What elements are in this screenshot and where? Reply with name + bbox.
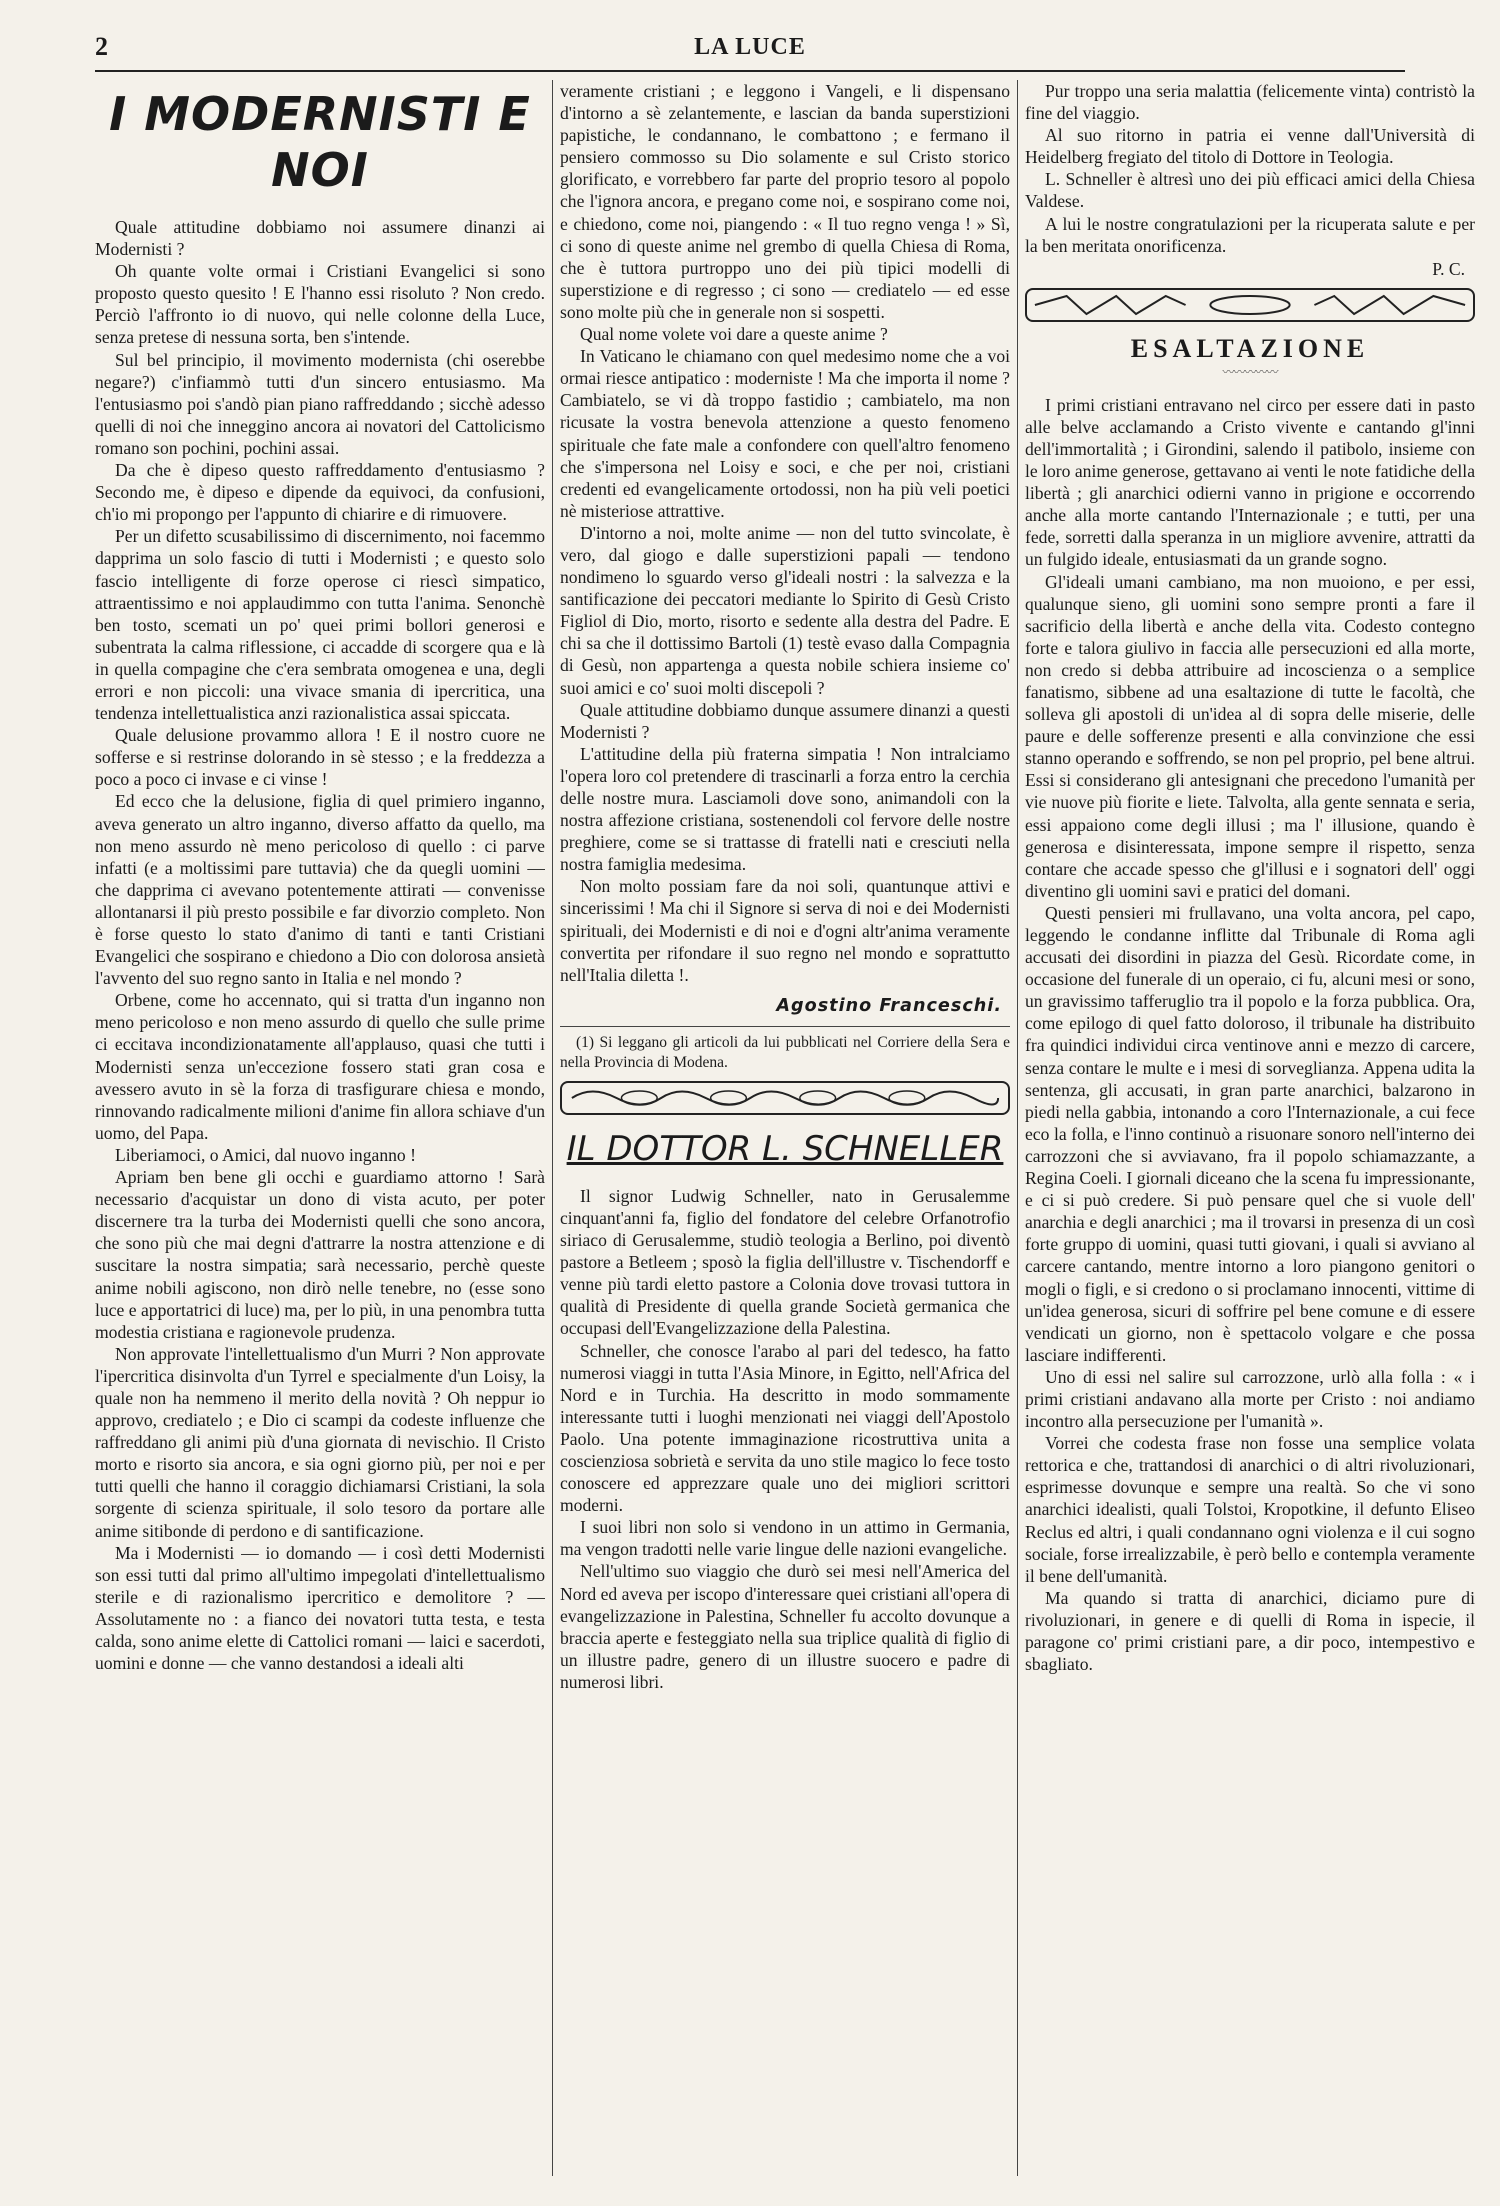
author-initials: P. C.	[1432, 258, 1465, 279]
paragraph: A lui le nostre congratulazioni per la ricuperata salute e per la ben meritata onorificenza.	[1025, 213, 1475, 256]
title-underline-ornament: 〰〰〰〰〰	[1222, 364, 1278, 379]
paragraph: D'intorno a noi, molte anime — non del tutto svincolate, è vero, dal giogo e dalle superstizioni papali — tendono nondimeno lo sguardo verso gl'ideali nostri : la salvezza e la santificazione dei peccatori mediante lo Spirito di Gesù Cristo Figliol di Dio, morto, risorto e sedente alla destra del Padre. E chi sa che il dottissimo Bartoli (1) testè evaso dalla Compagnia di Gesù, non appartenga a questa nobile schiera insieme co' suoi amici e co' suoi molti discepoli ?	[560, 522, 1010, 698]
paragraph: veramente cristiani ; e leggono i Vangeli, e li dispensano d'intorno a sè zelantemente, e lascian da banda superstizioni papistiche, le condannano, le combattono ; e fermano il pensiero commosso su Dio solamente e sul Cristo storico glorificato, e vorrebbero far parte del proprio tesoro al popolo che l'ignora ancora, e pregano come noi, e sospirano come noi, e chiedono, come noi, piangendo : « Il tuo regno venga ! » Sì, ci sono di queste anime nel grembo di quella Chiesa di Roma, che è tuttora purtroppo uno dei più tipici modelli di superstizione e di regresso ; ci sono — crediatelo — ed esse sono molte più che in generale non si sospetti.	[560, 81, 1010, 322]
ornament-scroll-icon	[562, 1083, 1008, 1113]
paragraph: Quale delusione provammo allora ! E il nostro cuore ne sofferse e si restrinse dolorando in sè stesso ; e la freddezza a poco a poco ci invase e ci vinse !	[95, 725, 545, 790]
paragraph: L'attitudine della più fraterna simpatia ! Non intralciamo l'opera loro col pretendere di trascinarli a forza entro la cerchia delle nostre mura. Lasciamoli dove sono, animandoli con la nostra affezione cristiana, sostenendoli col fervore delle nostre preghiere, come se si trattasse di fratelli nati e cresciuti nella nostra famiglia medesima.	[560, 743, 1010, 875]
paragraph: Non approvate l'intellettualismo d'un Murri ? Non approvate l'ipercritica disinvolta d'un Tyrrel e specialmente d'un Loisy, la quale non ha nemmeno il merito della novità ? Oh neppur io approvo, crediatelo ; e Dio ci scampi da codeste influenze che raffreddano gli animi più d'una giornata di nevischio. Il Cristo morto e risorto sia ancora, e sia ogni giorno più, per noi e per tutti quelli che hanno il coraggio dichiamarsi Cristiani, la sola sorgente di scienza spirituale, il solo tesoro da portare alle anime sitibonde di perdono e di santificazione.	[95, 1343, 545, 1541]
paragraph: Non molto possiam fare da noi soli, quantunque attivi e sincerissimi ! Ma chi il Signore si serva di noi e dei Modernisti spirituali, dei Modernisti e di noi e d'ogni altr'anima veramente convertita per rifondare il suo regno nel mondo e soprattutto nell'Italia diletta !.	[560, 876, 1010, 985]
paragraph: Al suo ritorno in patria ei venne dall'Università di Heidelberg fregiato del titolo di Dottore in Teologia.	[1025, 125, 1475, 168]
paragraph: In Vaticano le chiamano con quel medesimo nome che a voi ormai riesce antipatico : moderniste ! Ma che importa il nome ? Cambiatelo, se vi dà troppo fastidio ; cambiatelo, ma non ricusate la vostra benevola attenzione a questo fenomeno spirituale che fate male a confondere con quell'altro fenomeno che s'impersona nel Loisy e soci, e che per noi, cristiani credenti ed evangelicamente ortodossi, non ha più veli poetici nè misteriose attrattive.	[560, 346, 1010, 521]
paragraph: Sul bel principio, il movimento modernista (chi oserebbe negare?) c'infiammò tutti d'un sincero entusiasmo. Ma l'entusiasmo poi s'andò pian piano raffreddando ; sicchè adesso quelli di noi che inneggino ancora ai novatori del Cattolicismo romano son pochini, pochini assai.	[95, 349, 545, 458]
paragraph: Il signor Ludwig Schneller, nato in Gerusalemme cinquant'anni fa, figlio del fondatore del celebre Orfanotrofio siriaco di Gerusalemme, studiò teologia a Berlino, poi diventò pastore a Betleem ; sposò la figlia dell'illustre v. Tischendorff e venne più tardi eletto pastore a Colonia dove trovasi tuttora in qualità di Presidente di quella grande Società germanica che occupasi dell'Evangelizzazione della Palestina.	[560, 1185, 1010, 1339]
column-2	[560, 80, 1010, 2186]
ornamental-divider	[1025, 288, 1475, 322]
page-number: 2	[95, 32, 108, 61]
paragraph: Apriam ben bene gli occhi e guardiamo attorno ! Sarà necessario d'acquistar un dono di vista acuto, per poter discernere tra la turba dei Modernisti quelli che sono ancora, che sono più che mai degni d'attrarre la nostra attenzione e di suscitare la nostra simpatia; sarà necessario, perchè queste anime nobili agiscono, non dirò nelle tenebre, no (esse sono luce e apportatrici di luce) ma, per lo più, in una penombra tutta modestia cristiana e ragionevole prudenza.	[95, 1167, 545, 1342]
article-title-schneller: IL DOTTOR L. SCHNELLER	[566, 1128, 1004, 1169]
masthead	[95, 30, 1405, 70]
paragraph: Uno di essi nel salire sul carrozzone, urlò alla folla : « i primi cristiani andavano alla morte per Cristo : noi andiamo incontro alla persecuzione per l'umanità ».	[1025, 1366, 1475, 1432]
article-title-esaltazione: ESALTAZIONE	[1130, 333, 1370, 363]
paragraph: Ed ecco che la delusione, figlia di quel primiero inganno, aveva generato un altro inganno, diverso affatto da quello, ma non meno assurdo nè meno pericoloso di quello : ci parve infatti (e a moltissimi pare tuttavia) che da quegli uomini — che dapprima ci avevano potentemente attirati — convenisse allontanarsi il più presto possibile e far divorzio completo. Non è forse questo lo stato d'animo di tanti e tanti Cristiani Evangelici che sospirano e chiedono a Dio con dolorosa ansietà l'avvento del suo regno santo in Italia e nel mondo ?	[95, 791, 545, 989]
article-title-modernisti: I MODERNISTI E NOI	[109, 87, 531, 197]
paragraph: I suoi libri non solo si vendono in un attimo in Germania, ma vengon tradotti nelle varie lingue delle nazioni evangeliche.	[560, 1517, 1010, 1560]
header-rule	[95, 70, 1405, 72]
ornamental-divider	[560, 1081, 1010, 1115]
paragraph: Quale attitudine dobbiamo dunque assumere dinanzi a questi Modernisti ?	[560, 699, 1010, 742]
paragraph: Oh quante volte ormai i Cristiani Evangelici si sono proposto questo quesito ! E l'hanno essi risoluto ? Non credo. Perciò l'affronto io di nuovo, qui nelle colonne della Luce, senza pretese di nessuna sorta, ben s'intende.	[95, 261, 545, 348]
paragraph: Orbene, come ho accennato, qui si tratta d'un inganno non meno pericoloso e non meno assurdo di quello che sulle prime ci eccitava incondizionatamente all'applauso, quasi che tutti i Modernisti senza un'eccezione fossero stati gran cosa e avessero avuto in sè la forza di trasfigurare chiesa e mondo, rinnovando radicalmente milioni d'anime fin allora schiave d'un uomo, del Papa.	[95, 990, 545, 1143]
footnote-rule	[560, 1026, 1010, 1027]
column-divider	[552, 80, 553, 2176]
column-1	[95, 80, 545, 2186]
footnote: (1) Si leggano gli articoli da lui pubblicati nel Corriere della Sera e nella Provincia di Modena.	[560, 1033, 1010, 1071]
newspaper-name: LA LUCE	[694, 34, 806, 60]
paragraph: Pur troppo una seria malattia (felicemente vinta) contristò la fine del viaggio.	[1025, 81, 1475, 124]
paragraph: Da che è dipeso questo raffreddamento d'entusiasmo ? Secondo me, è dipeso e dipende da equivoci, da confusioni, ch'io mi propongo per l'appunto di chiarire e di rimuovere.	[95, 460, 545, 525]
paragraph: Liberiamoci, o Amici, dal nuovo inganno !	[115, 1144, 416, 1165]
paragraph: Per un difetto scusabilissimo di discernimento, noi facemmo dapprima un solo fascio di tutti i Modernisti ; e questo solo fascio intelligente di forze operose ci riescì simpatico, attraentissimo e noi applaudimmo con tutta l'anima. Senonchè ben tosto, scemati un po' quei primi bollori generosi e subentrata la calma riflessione, ci accadde di scorgere qua e là in quella compagine che c'era sembrata omogenea e una, degli errori e non piccoli: una vivace smania di ipercritica, una tendenza intellettualistica anzi razionalistica assai spiccata.	[95, 526, 545, 724]
paragraph: L. Schneller è altresì uno dei più efficaci amici della Chiesa Valdese.	[1025, 169, 1475, 212]
paragraph: Nell'ultimo suo viaggio che durò sei mesi nell'America del Nord ed aveva per iscopo d'interessare quei cristiani all'opera di evangelizzazione in Palestina, Schneller fu accolto dovunque a braccia aperte e festeggiato nella sua triplice qualità di figlio di un illustre padre, genero di un illustre suocero e padre di numerosi libri.	[560, 1561, 1010, 1692]
paragraph: Vorrei che codesta frase non fosse una semplice volata rettorica e che, trattandosi di anarchici o di altri rivoluzionari, esprimesse dovunque e sempre una realtà. So che vi sono anarchici idealisti, quali Tolstoi, Kropotkine, il defunto Eliseo Reclus ed altri, i quali condannano ogni violenza e il cui sogno sociale, forse irrealizzabile, è però bello e contempla veramente il bene dell'umanità.	[1025, 1433, 1475, 1586]
author-signature: Agostino Franceschi.	[776, 995, 1002, 1016]
column-3	[1025, 80, 1475, 2186]
paragraph: Ma i Modernisti — io domando — i così detti Modernisti son essi tutti dal primo all'ultimo impegolati d'intellettualismo sterile e di razionalismo ipercritico e demolitore ? — Assolutamente no : a fianco dei novatori tutta testa, e testa calda, sono anime elette di Cattolici romani — laici e sacerdoti, uomini e donne — che vanno destandosi a ideali alti	[95, 1542, 545, 1674]
paragraph: Schneller, che conosce l'arabo al pari del tedesco, ha fatto numerosi viaggi in tutta l'Asia Minore, in Egitto, nell'Africa del Nord e in Turchia. Ha descritto in modo sommamente interessante tutti i luoghi menzionati nei viaggi dell'Apostolo Paolo. Una potente immaginazione ricostruttiva unita a coscienziosa sobrietà e servita da uno stile magico lo fece tosto conoscere ed apprezzare quale uno dei migliori scrittori moderni.	[560, 1340, 1010, 1516]
column-divider	[1017, 80, 1018, 2176]
paragraph: I primi cristiani entravano nel circo per essere dati in pasto alle belve acclamando a Cristo vivente e cantando gl'inni dell'immortalità ; i Girondini, salendo il patibolo, insieme con le loro anime generose, gettavano ai venti le note fatidiche della libertà ; gli anarchici odierni vanno in prigione e occorrendo anche alla morte cantando l'Internazionale ; e tutti, per una fede, sorretti dalla speranza in un migliore avvenire, attratti da un fulgido ideale, entusiasmati da un grande sogno.	[1025, 394, 1475, 570]
paragraph: Qual nome volete voi dare a queste anime ?	[580, 324, 888, 345]
paragraph: Ma quando si tratta di anarchici, diciamo pure di rivoluzionari, in genere e di quelli di Roma in ispecie, il paragone co' primi cristiani pare, a dir poco, intempestivo e sbagliato.	[1025, 1587, 1475, 1675]
paragraph: Questi pensieri mi frullavano, una volta ancora, pel capo, leggendo le condanne inflitte dal Tribunale di Roma agli accusati dei disordini in piazza del Gesù. Ricordate come, in occasione del funerale di un operaio, ci fu, alcuni mesi or sono, un gravissimo tafferuglio tra il popolo e la forza pubblica. Ora, come epilogo di quel fatto doloroso, il tribunale ha distribuito fra quindici individui circa ventinove anni e mezzo di carcere, senza contare le multe e i mesi di sorveglianza. Appena udita la sentenza, gli accusati, in gran parte anarchici, balzarono in piedi nella gabbia, intonando a coro l'Internazionale, a cui fece eco la folla, e l'inno continuò a risuonare sonoro nell'interno dei carrozzoni che si avviavano, fra il popolo schiamazzante, a Regina Coeli. I giornali diceano che la scena fu impressionante, e ci si può credere. Si può pensare quel che si vuole dell' anarchia e degli anarchici ; ma il trovarsi in presenza di un così forte gruppo di uomini, quasi tutti giovani, i quali si avviano al carcere cantando, mentre intorno a loro piangono genitori o mogli o figli, e si credono o si proclamano innocenti, vittime di un'idea generosa, sicuri di soffrire pel bene comune e di essere vendicati un giorno, non è spettacolo volgare e che possa lasciare indifferenti.	[1025, 902, 1475, 1365]
paragraph: Gl'ideali umani cambiano, ma non muoiono, e per essi, qualunque sieno, gli uomini sono sempre pronti a fare il sacrificio della libertà e anche della vita. Codesto contegno forte e talora giulivo in faccia alle persecuzioni ed alla morte, non credo si debba attribuire ad incoscienza o a semplice fanatismo, sibbene ad una esaltazione di tutte le facoltà, che solleva gli apostoli di un'idea al di sopra delle miserie, delle paure e delle sofferenze presenti e alla convinzione che essi stanno operando e soffrendo, se non pel proprio, pel bene altrui. Essi si considerano gli antesignani che precedono l'umanità per vie nuove più fiorite e liete. Talvolta, alla gente sennata e seria, essi appaiono come degli illusi ; ma l' illusione, quando è generosa e disinteressata, impone sempre il rispetto, senza contare che accade spesso che gl'illusi e i sognatori dell' oggi diventino gli uomini savi e pratici del domani.	[1025, 571, 1475, 901]
ornament-scroll-icon	[1027, 290, 1473, 320]
paragraph: Quale attitudine dobbiamo noi assumere dinanzi ai Modernisti ?	[95, 217, 545, 260]
